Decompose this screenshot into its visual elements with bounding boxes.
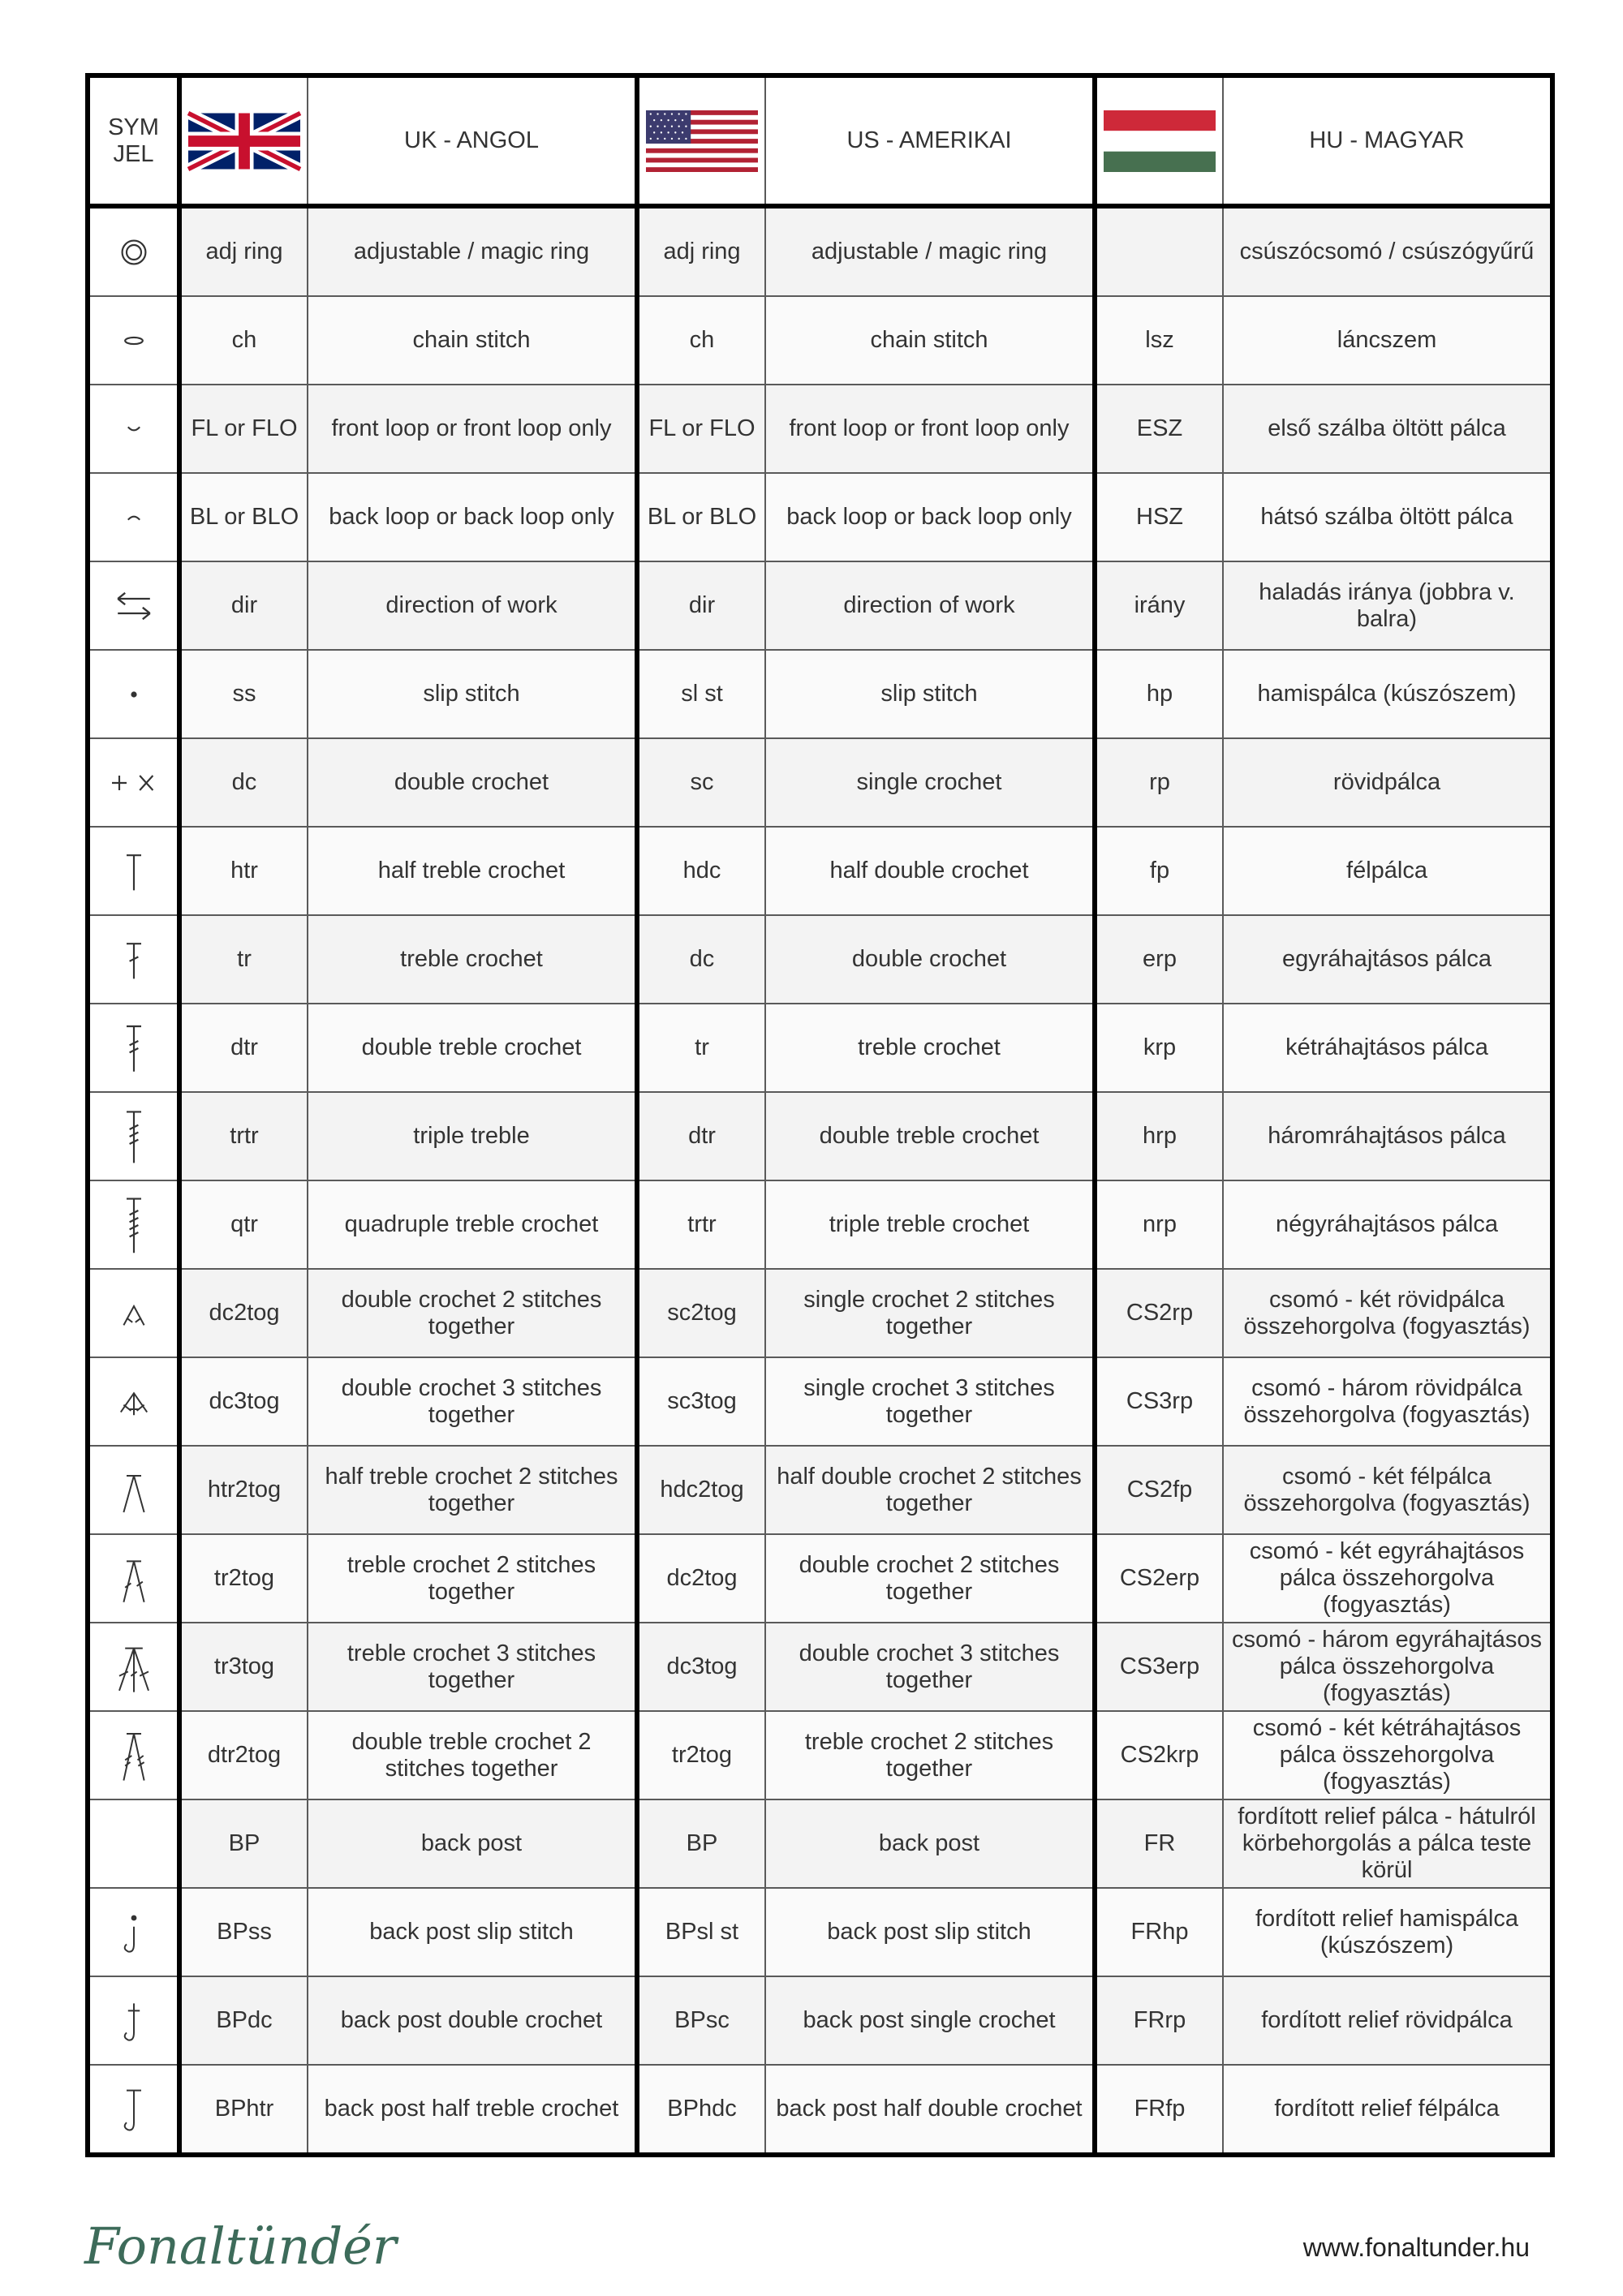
hu-term-cell: hátsó szálba öltött pálca: [1223, 473, 1552, 561]
table-row: [88, 296, 1552, 385]
uk-term-cell: half treble crochet: [308, 827, 637, 915]
hu-abbr-cell: [1095, 206, 1223, 296]
table-row: [88, 561, 1552, 650]
table-row: [88, 1004, 1552, 1092]
table-row: [88, 915, 1552, 1004]
us-term-cell: slip stitch: [765, 650, 1095, 738]
symbol-cell: [88, 296, 179, 385]
symbol-cell: [88, 1623, 179, 1711]
us-abbr-cell: tr2tog: [637, 1711, 765, 1799]
two-tr-together-symbol: [97, 1540, 170, 1618]
symbol-cell: [88, 385, 179, 473]
symbol-cell: [88, 650, 179, 738]
uk-term-cell: double crochet 3 stitches together: [308, 1357, 637, 1446]
symbol-table: [85, 73, 1555, 2157]
symbol-cell: [88, 1976, 179, 2065]
back-post-htr-symbol: [97, 2070, 170, 2148]
table-row: [88, 1269, 1552, 1357]
table-row: [88, 1711, 1552, 1799]
us-abbr-cell: tr: [637, 1004, 765, 1092]
hu-term-cell: fordított relief rövidpálca: [1223, 1976, 1552, 2065]
hu-term-cell: láncszem: [1223, 296, 1552, 385]
hu-flag-graphic: [1104, 110, 1216, 172]
us-term-cell: front loop or front loop only: [765, 385, 1095, 473]
uk-term-cell: double treble crochet 2 stitches together: [308, 1711, 637, 1799]
sym-header: SYM JEL: [88, 75, 179, 206]
symbol-cell: [88, 1180, 179, 1269]
hu-term-cell: csomó - két félpálca összehorgolva (fogyasztás): [1223, 1446, 1552, 1534]
table-row: [88, 738, 1552, 827]
uk-abbr-cell: tr: [179, 915, 308, 1004]
uk-abbr-cell: BPhtr: [179, 2065, 308, 2155]
two-dtr-together-symbol: [97, 1717, 170, 1795]
hu-abbr-cell: lsz: [1095, 296, 1223, 385]
hu-flag-icon: [1095, 75, 1223, 206]
table-row: [88, 1888, 1552, 1976]
us-abbr-cell: BL or BLO: [637, 473, 765, 561]
us-abbr-cell: sc2tog: [637, 1269, 765, 1357]
us-abbr-cell: sc3tog: [637, 1357, 765, 1446]
adjustable-ring-symbol: [97, 213, 170, 291]
crochet-symbol-chart: [85, 73, 1551, 2157]
us-term-cell: single crochet 2 stitches together: [765, 1269, 1095, 1357]
symbol-cell: [88, 1092, 179, 1180]
us-abbr-cell: hdc: [637, 827, 765, 915]
uk-term-cell: treble crochet 2 stitches together: [308, 1534, 637, 1623]
table-row: [88, 473, 1552, 561]
us-term-cell: back post half double crochet: [765, 2065, 1095, 2155]
t-one-bar-symbol: [97, 921, 170, 999]
hu-term-cell: csomó - két egyráhajtásos pálca összehorgolva (fogyasztás): [1223, 1534, 1552, 1623]
symbol-cell: [88, 1534, 179, 1623]
uk-term-cell: front loop or front loop only: [308, 385, 637, 473]
hu-abbr-cell: krp: [1095, 1004, 1223, 1092]
hu-abbr-cell: hp: [1095, 650, 1223, 738]
symbol-cell: [88, 1357, 179, 1446]
us-abbr-cell: BPhdc: [637, 2065, 765, 2155]
uk-term-cell: back post half treble crochet: [308, 2065, 637, 2155]
two-x-together-symbol: [97, 1275, 170, 1352]
us-abbr-cell: BP: [637, 1799, 765, 1888]
t-three-bars-symbol: [97, 1098, 170, 1176]
us-abbr-cell: ch: [637, 296, 765, 385]
us-abbr-cell: BPsc: [637, 1976, 765, 2065]
uk-abbr-cell: BL or BLO: [179, 473, 308, 561]
hu-term-cell: csúszócsomó / csúszógyűrű: [1223, 206, 1552, 296]
uk-term-cell: back loop or back loop only: [308, 473, 637, 561]
uk-abbr-cell: ch: [179, 296, 308, 385]
uk-abbr-cell: htr2tog: [179, 1446, 308, 1534]
hu-term-cell: háromráhajtásos pálca: [1223, 1092, 1552, 1180]
uk-abbr-cell: dir: [179, 561, 308, 650]
hu-abbr-cell: FRfp: [1095, 2065, 1223, 2155]
uk-term-cell: half treble crochet 2 stitches together: [308, 1446, 637, 1534]
t-two-bars-symbol: [97, 1009, 170, 1087]
uk-abbr-cell: dc3tog: [179, 1357, 308, 1446]
table-row: [88, 206, 1552, 296]
hu-abbr-cell: rp: [1095, 738, 1223, 827]
us-term-cell: double crochet 2 stitches together: [765, 1534, 1095, 1623]
symbol-cell: [88, 1799, 179, 1888]
back-post-slip-stitch-symbol: [97, 1894, 170, 1971]
us-abbr-cell: sc: [637, 738, 765, 827]
table-row: [88, 650, 1552, 738]
hu-abbr-cell: erp: [1095, 915, 1223, 1004]
table-row: [88, 2065, 1552, 2155]
hu-term-cell: négyráhajtásos pálca: [1223, 1180, 1552, 1269]
table-row: [88, 1976, 1552, 2065]
hu-abbr-cell: CS3rp: [1095, 1357, 1223, 1446]
hu-term-cell: félpálca: [1223, 827, 1552, 915]
uk-abbr-cell: dtr2tog: [179, 1711, 308, 1799]
uk-term-cell: chain stitch: [308, 296, 637, 385]
us-term-cell: triple treble crochet: [765, 1180, 1095, 1269]
uk-abbr-cell: BPss: [179, 1888, 308, 1976]
table-row: [88, 1799, 1552, 1888]
us-abbr-cell: trtr: [637, 1180, 765, 1269]
fonaltunder-logo: [84, 2205, 397, 2286]
table-row: [88, 1180, 1552, 1269]
slip-stitch-symbol: [97, 656, 170, 733]
uk-abbr-cell: dc2tog: [179, 1269, 308, 1357]
uk-abbr-cell: tr3tog: [179, 1623, 308, 1711]
hu-abbr-cell: FR: [1095, 1799, 1223, 1888]
hu-term-cell: fordított relief hamispálca (kúszószem): [1223, 1888, 1552, 1976]
symbol-cell: [88, 2065, 179, 2155]
us-term-cell: back post: [765, 1799, 1095, 1888]
hu-header: HU - MAGYAR: [1223, 75, 1552, 206]
symbol-cell: [88, 1711, 179, 1799]
uk-term-cell: double crochet: [308, 738, 637, 827]
back-loop-symbol: [97, 479, 170, 557]
hu-abbr-cell: CS2rp: [1095, 1269, 1223, 1357]
hu-term-cell: haladás iránya (jobbra v. balra): [1223, 561, 1552, 650]
uk-term-cell: treble crochet 3 stitches together: [308, 1623, 637, 1711]
us-term-cell: double treble crochet: [765, 1092, 1095, 1180]
hu-abbr-cell: CS2krp: [1095, 1711, 1223, 1799]
back-post-dc-symbol: [97, 1982, 170, 2060]
hu-abbr-cell: nrp: [1095, 1180, 1223, 1269]
three-tr-together-symbol: [97, 1628, 170, 1706]
direction-arrows-symbol: [97, 567, 170, 645]
uk-term-cell: back post slip stitch: [308, 1888, 637, 1976]
chain-stitch-symbol: [97, 302, 170, 380]
us-term-cell: back loop or back loop only: [765, 473, 1095, 561]
uk-abbr-cell: BP: [179, 1799, 308, 1888]
uk-abbr-cell: qtr: [179, 1180, 308, 1269]
hu-abbr-cell: FRhp: [1095, 1888, 1223, 1976]
two-t-together-symbol: [97, 1451, 170, 1529]
hu-abbr-cell: ESZ: [1095, 385, 1223, 473]
us-term-cell: chain stitch: [765, 296, 1095, 385]
hu-abbr-cell: CS2fp: [1095, 1446, 1223, 1534]
uk-abbr-cell: FL or FLO: [179, 385, 308, 473]
logo-text: Fonaltündér: [84, 2216, 397, 2276]
hu-term-cell: rövidpálca: [1223, 738, 1552, 827]
us-abbr-cell: dc2tog: [637, 1534, 765, 1623]
symbol-cell: [88, 1269, 179, 1357]
us-abbr-cell: FL or FLO: [637, 385, 765, 473]
uk-term-cell: slip stitch: [308, 650, 637, 738]
us-flag-icon: [637, 75, 765, 206]
hu-term-cell: csomó - két rövidpálca összehorgolva (fogyasztás): [1223, 1269, 1552, 1357]
three-x-together-symbol: [97, 1363, 170, 1441]
us-term-cell: half double crochet 2 stitches together: [765, 1446, 1095, 1534]
front-loop-symbol: [97, 390, 170, 468]
t-four-bars-symbol: [97, 1186, 170, 1264]
uk-term-cell: quadruple treble crochet: [308, 1180, 637, 1269]
symbol-cell: [88, 738, 179, 827]
hu-term-cell: csomó - három rövidpálca összehorgolva (fogyasztás): [1223, 1357, 1552, 1446]
table-row: [88, 1534, 1552, 1623]
hu-term-cell: hamispálca (kúszószem): [1223, 650, 1552, 738]
uk-abbr-cell: trtr: [179, 1092, 308, 1180]
hu-term-cell: első szálba öltött pálca: [1223, 385, 1552, 473]
table-row: [88, 385, 1552, 473]
uk-abbr-cell: adj ring: [179, 206, 308, 296]
uk-term-cell: double crochet 2 stitches together: [308, 1269, 637, 1357]
uk-flag-icon: [179, 75, 308, 206]
t-symbol: [97, 832, 170, 910]
hu-term-cell: fordított relief pálca - hátulról körbehorgolás a pálca teste körül: [1223, 1799, 1552, 1888]
uk-abbr-cell: BPdc: [179, 1976, 308, 2065]
uk-term-cell: adjustable / magic ring: [308, 206, 637, 296]
us-abbr-cell: sl st: [637, 650, 765, 738]
symbol-cell: [88, 915, 179, 1004]
hu-term-cell: egyráhajtásos pálca: [1223, 915, 1552, 1004]
us-flag-graphic: [646, 110, 758, 172]
header-row: [88, 75, 1552, 206]
hu-abbr-cell: fp: [1095, 827, 1223, 915]
us-term-cell: single crochet: [765, 738, 1095, 827]
table-row: [88, 1446, 1552, 1534]
uk-header: UK - ANGOL: [308, 75, 637, 206]
uk-term-cell: back post: [308, 1799, 637, 1888]
us-abbr-cell: dtr: [637, 1092, 765, 1180]
us-abbr-cell: dir: [637, 561, 765, 650]
hu-abbr-cell: HSZ: [1095, 473, 1223, 561]
symbol-cell: [88, 1888, 179, 1976]
us-abbr-cell: hdc2tog: [637, 1446, 765, 1534]
uk-term-cell: treble crochet: [308, 915, 637, 1004]
uk-abbr-cell: dtr: [179, 1004, 308, 1092]
us-term-cell: back post single crochet: [765, 1976, 1095, 2065]
us-term-cell: half double crochet: [765, 827, 1095, 915]
hu-term-cell: fordított relief félpálca: [1223, 2065, 1552, 2155]
uk-abbr-cell: dc: [179, 738, 308, 827]
table-row: [88, 1357, 1552, 1446]
us-abbr-cell: adj ring: [637, 206, 765, 296]
us-term-cell: treble crochet 2 stitches together: [765, 1711, 1095, 1799]
table-row: [88, 1092, 1552, 1180]
us-abbr-cell: dc3tog: [637, 1623, 765, 1711]
symbol-cell: [88, 206, 179, 296]
hu-term-cell: csomó - két kétráhajtásos pálca összehorgolva (fogyasztás): [1223, 1711, 1552, 1799]
symbol-cell: [88, 827, 179, 915]
hu-abbr-cell: irány: [1095, 561, 1223, 650]
hu-abbr-cell: hrp: [1095, 1092, 1223, 1180]
symbol-cell: [88, 1004, 179, 1092]
hu-term-cell: kétráhajtásos pálca: [1223, 1004, 1552, 1092]
plus-x-symbol: [97, 744, 170, 822]
hu-abbr-cell: CS2erp: [1095, 1534, 1223, 1623]
hu-abbr-cell: CS3erp: [1095, 1623, 1223, 1711]
us-term-cell: adjustable / magic ring: [765, 206, 1095, 296]
us-term-cell: back post slip stitch: [765, 1888, 1095, 1976]
us-term-cell: direction of work: [765, 561, 1095, 650]
us-term-cell: double crochet: [765, 915, 1095, 1004]
us-abbr-cell: dc: [637, 915, 765, 1004]
table-row: [88, 1623, 1552, 1711]
uk-term-cell: back post double crochet: [308, 1976, 637, 2065]
us-term-cell: single crochet 3 stitches together: [765, 1357, 1095, 1446]
website-url[interactable]: www.fonaltunder.hu: [1302, 2233, 1530, 2262]
uk-abbr-cell: htr: [179, 827, 308, 915]
uk-abbr-cell: tr2tog: [179, 1534, 308, 1623]
table-row: [88, 827, 1552, 915]
symbol-cell: [88, 1446, 179, 1534]
us-term-cell: double crochet 3 stitches together: [765, 1623, 1095, 1711]
hu-term-cell: csomó - három egyráhajtásos pálca összehorgolva (fogyasztás): [1223, 1623, 1552, 1711]
uk-term-cell: double treble crochet: [308, 1004, 637, 1092]
uk-term-cell: direction of work: [308, 561, 637, 650]
us-abbr-cell: BPsl st: [637, 1888, 765, 1976]
us-term-cell: treble crochet: [765, 1004, 1095, 1092]
uk-term-cell: triple treble: [308, 1092, 637, 1180]
uk-flag-graphic: [188, 110, 300, 172]
symbol-cell: [88, 561, 179, 650]
uk-abbr-cell: ss: [179, 650, 308, 738]
us-header: US - AMERIKAI: [765, 75, 1095, 206]
hu-abbr-cell: FRrp: [1095, 1976, 1223, 2065]
symbol-cell: [88, 473, 179, 561]
